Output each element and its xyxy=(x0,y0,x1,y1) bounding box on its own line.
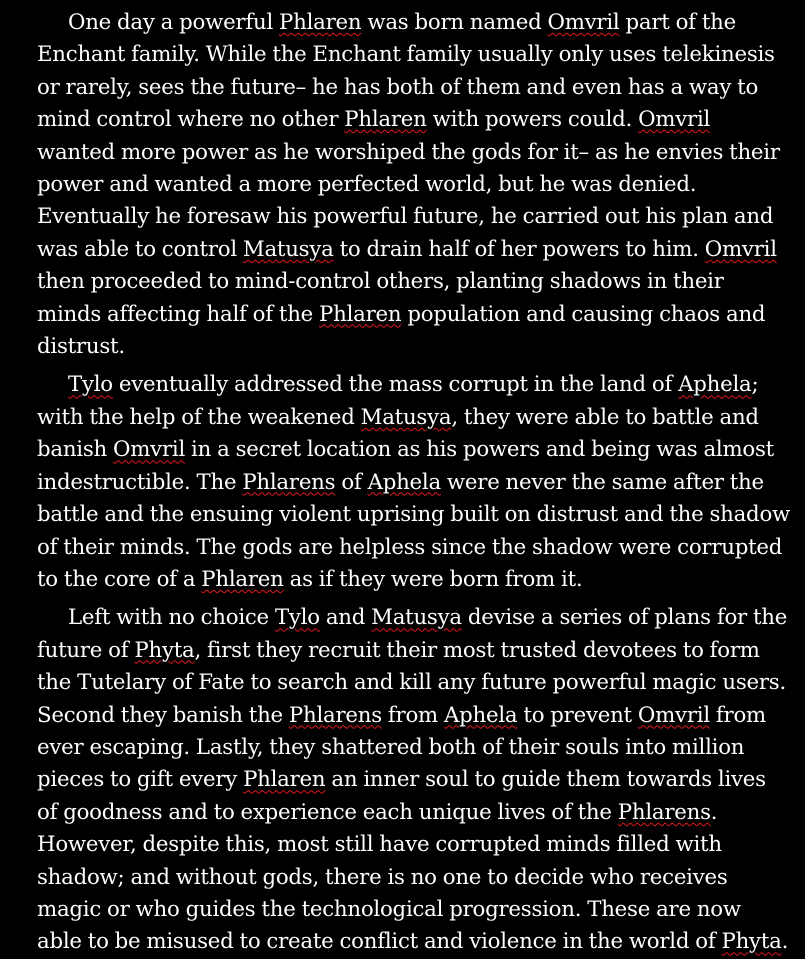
text-run: an inner soul to guide them towards lives of goodness and to experience each unique lives of the xyxy=(37,767,766,825)
text-run: from xyxy=(381,702,445,728)
paragraph xyxy=(37,602,791,958)
misspelled-word[interactable]: Phlaren xyxy=(279,10,362,35)
misspelled-word[interactable]: Phyta xyxy=(721,929,782,955)
misspelled-word[interactable]: Tylo xyxy=(68,372,113,398)
text-run: and xyxy=(319,605,372,631)
misspelled-word[interactable]: Phlarens xyxy=(288,702,382,728)
misspelled-word[interactable]: Aphela xyxy=(444,702,518,728)
misspelled-word[interactable]: Aphela xyxy=(367,469,441,495)
text-run: devise a series of plans for the future of xyxy=(37,605,788,663)
misspelled-word[interactable]: Tylo xyxy=(274,605,320,631)
misspelled-word[interactable]: Aphela xyxy=(678,372,752,398)
text-run: wanted more power as he worshiped the gods for it– as he envies their power and wanted a more perfected world, but he was denied. Eventually he foresaw his powerful future, he carried out his plan and was able to control xyxy=(37,139,780,262)
text-run: eventually addressed the mass corrupt in the land of xyxy=(112,372,679,398)
text-run: of xyxy=(335,469,368,495)
text-run: from ever escaping. Lastly, they shattered both of their souls into million pieces to gift every xyxy=(37,702,766,793)
misspelled-word[interactable]: Omvril xyxy=(704,236,777,262)
text-run: part of the Enchant family. While the Enchant family usually only uses telekinesis or rarely, sees the future– he has both of them and even has a way to mind control where no other xyxy=(37,10,775,133)
misspelled-word[interactable]: Phlaren xyxy=(344,107,427,133)
text-run: to prevent xyxy=(517,702,638,728)
misspelled-word[interactable]: Matusya xyxy=(360,404,452,430)
paragraph xyxy=(37,7,791,363)
text-run: was born named xyxy=(361,10,548,35)
misspelled-word[interactable]: Omvril xyxy=(638,107,711,133)
text-run: then proceeded to mind-control others, planting shadows in their minds affecting half of the xyxy=(37,269,724,327)
misspelled-word[interactable]: Omvril xyxy=(637,702,710,728)
text-run: to drain half of her powers to him. xyxy=(333,236,705,262)
misspelled-word[interactable]: Omvril xyxy=(113,437,186,463)
misspelled-word[interactable]: Phlarens xyxy=(242,469,336,495)
text-run: One day a powerful xyxy=(68,10,280,35)
text-run: were never the same after the battle and the ensuing violent uprising built on distrust and the shadow of their minds. The gods are helpless since the shadow were corrupted to the core of a xyxy=(37,469,790,592)
text-run: . xyxy=(781,929,789,955)
text-run: population and causing chaos and distrust. xyxy=(37,301,766,360)
misspelled-word[interactable]: Phlaren xyxy=(319,301,402,327)
text-run: ; with the help of the weakened xyxy=(37,372,759,430)
misspelled-word[interactable]: Phlaren xyxy=(243,767,326,793)
text-run: Left with no choice xyxy=(68,605,275,631)
text-run: , first they recruit their most trusted devotees to form the Tutelary of Fate to search and kill any future powerful magic users. Second they banish the xyxy=(37,637,786,728)
text-run: , they were able to battle and banish xyxy=(37,404,759,463)
text-run: . However, despite this, most still have corrupted minds filled with shadow; and without gods, there is no one to decide who receives magic or who guides the technological progression. These are now able to be misused to create conflict and violence in the world of xyxy=(37,799,741,955)
misspelled-word[interactable]: Omvril xyxy=(547,10,620,35)
text-run: in a secret location as his powers and being was almost indestructible. The xyxy=(37,437,774,495)
paragraph xyxy=(37,369,791,596)
misspelled-word[interactable]: Matusya xyxy=(371,605,462,631)
misspelled-word[interactable]: Phlarens xyxy=(617,799,711,825)
text-run: with powers could. xyxy=(426,107,639,133)
misspelled-word[interactable]: Phlaren xyxy=(201,566,284,592)
text-run: as if they were born from it. xyxy=(283,566,583,592)
misspelled-word[interactable]: Matusya xyxy=(242,236,334,262)
misspelled-word[interactable]: Phyta xyxy=(134,637,195,663)
